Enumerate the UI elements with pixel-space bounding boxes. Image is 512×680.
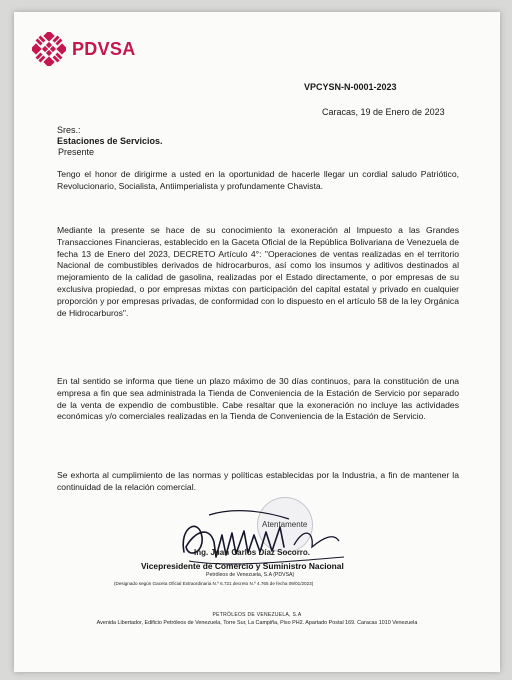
date-line: Caracas, 19 de Enero de 2023 xyxy=(322,107,445,117)
closing-atentamente: Atentamente xyxy=(262,520,308,529)
paragraph-exoneration: Mediante la presente se hace de su conocimiento la exoneración al Impuesto a las Grandes Transacciones Financieras, establecido en la Gaceta Oficial de la República Bolivariana de Venezuela de fecha 13 de Enero del 2023, DECRETO Artículo 4°: "Operaciones de ventas realizadas en el territorio Nacional de combustibles derivados de hidrocarburos, así como los insumos y aditivos destinados al mejoramiento de la calidad de gasolina, realizadas por el Estado directamente, o por empresas de su exclusiva propiedad, o por empresas mixtas con participación del capital estatal y privado en cualquier proporción y por empresas privadas, de conformidad con lo dispuesto en el artículo 58 de la ley Orgánica de Hidrocarburos". xyxy=(57,225,459,318)
signatory-name: Ing. Juan Carlos Díaz Socorro. xyxy=(194,548,311,557)
paragraph-exhortation: Se exhorta al cumplimiento de las normas y políticas establecidas por la Industria, a fin de mantener la continuidad de la relación comercial. xyxy=(57,470,459,492)
logo-wordmark: PDVSA xyxy=(72,38,136,59)
pdvsa-logo xyxy=(32,32,136,66)
paragraph-deadline: En tal sentido se informa que tiene un plazo máximo de 30 días continuos, para la constitución de una empresa a fin que sea administrada la Tienda de Conveniencia de la Estación de Servicio por separado de la venta de expendio de combustible. Cabe resaltar que la exoneración no incluye las actividades económicas y/o comerciales realizadas en la Tienda de Conveniencia de la Estación de Servicio. xyxy=(57,376,459,422)
signatory-title: Vicepresidente de Comercio y Suministro Nacional xyxy=(141,561,344,571)
designation-decree: (Designado según Gaceta Oficial Extraordinaria N.º 6.721 decreto N.º 4.765 de fecha 09/01/2023) xyxy=(114,581,314,586)
signatory-company: Petróleos de Venezuela, S.A (PDVSA) xyxy=(206,572,295,578)
footer-company: PETRÓLEOS DE VENEZUELA, S.A xyxy=(212,612,302,618)
recipient: Estaciones de Servicios. xyxy=(57,136,163,146)
present-label: Presente xyxy=(58,147,95,157)
reference-number: VPCYSN-N-0001-2023 xyxy=(304,82,397,92)
letter-page xyxy=(14,12,500,672)
salutation: Sres.: xyxy=(57,125,81,135)
footer-address: Avenida Libertador, Edificio Petróleos de Venezuela, Torre Sur, La Campiña, Piso PH2. Apartado Postal 169. Caracas 1010 Venezuela xyxy=(96,620,418,626)
paragraph-greeting: Tengo el honor de dirigirme a usted en la oportunidad de hacerle llegar un cordial saludo Patriótico, Revolucionario, Socialista, Antiimperialista y profundamente Chavista. xyxy=(57,169,459,191)
pdvsa-sun-icon xyxy=(32,32,66,66)
addressee-block xyxy=(57,125,163,158)
